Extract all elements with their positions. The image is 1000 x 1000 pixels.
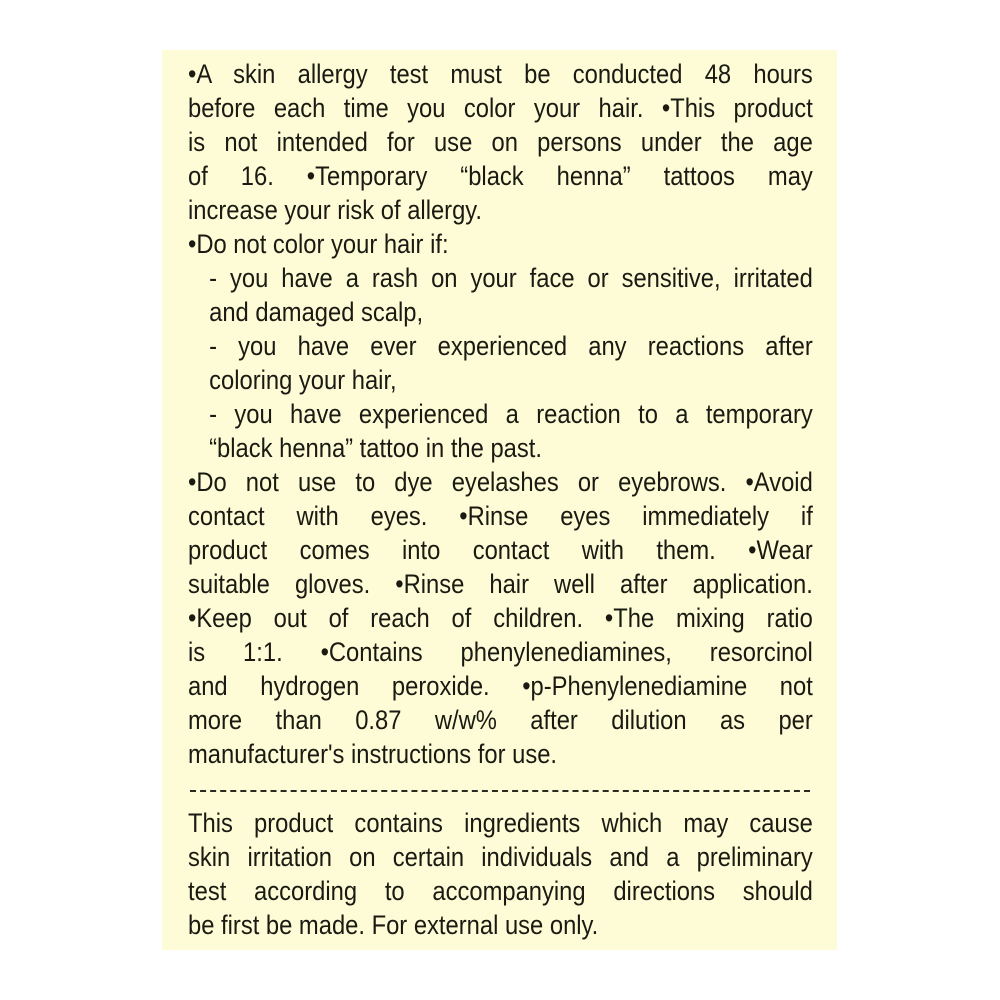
footer-text-block — [188, 806, 813, 942]
warnings-line: product comes into contact with them. •Wear — [188, 535, 813, 565]
warnings-line: of 16. •Temporary “black henna” tattoos may — [188, 161, 813, 191]
warnings-line: •Do not color your hair if: — [188, 229, 449, 259]
warnings-line: - you have a rash on your face or sensitive, irritated — [209, 263, 813, 293]
warnings-line: coloring your hair, — [209, 365, 397, 395]
warnings-line: manufacturer's instructions for use. — [188, 739, 558, 769]
warnings-line: more than 0.87 w/w% after dilution as per — [188, 705, 813, 735]
footer-line: This product contains ingredients which may cause — [188, 808, 813, 838]
warnings-line: “black henna” tattoo in the past. — [209, 433, 542, 463]
warnings-line: •A skin allergy test must be conducted 48 hours — [188, 59, 813, 89]
warnings-line: before each time you color your hair. •This product — [188, 93, 813, 123]
warnings-line: suitable gloves. •Rinse hair well after application. — [188, 569, 813, 599]
warnings-line: •Do not use to dye eyelashes or eyebrows. •Avoid — [188, 467, 813, 497]
warnings-line: is 1:1. •Contains phenylenediamines, resorcinol — [188, 637, 813, 667]
warnings-line: - you have ever experienced any reactions after — [209, 331, 813, 361]
warnings-text-block — [188, 57, 813, 771]
footer-line: test according to accompanying directions should — [188, 876, 813, 906]
warnings-line: increase your risk of allergy. — [188, 195, 483, 225]
footer-line: skin irritation on certain individuals and a preliminary — [188, 842, 813, 872]
footer-line: be first be made. For external use only. — [188, 910, 599, 940]
warnings-line: contact with eyes. •Rinse eyes immediately if — [188, 501, 813, 531]
warnings-line: - you have experienced a reaction to a temporary — [209, 399, 813, 429]
dashed-divider — [190, 790, 810, 792]
warnings-line: •Keep out of reach of children. •The mixing ratio — [188, 603, 813, 633]
warnings-line: and hydrogen peroxide. •p-Phenylenediamine not — [188, 671, 813, 701]
warnings-line: is not intended for use on persons under the age — [188, 127, 813, 157]
warnings-line: and damaged scalp, — [209, 297, 424, 327]
